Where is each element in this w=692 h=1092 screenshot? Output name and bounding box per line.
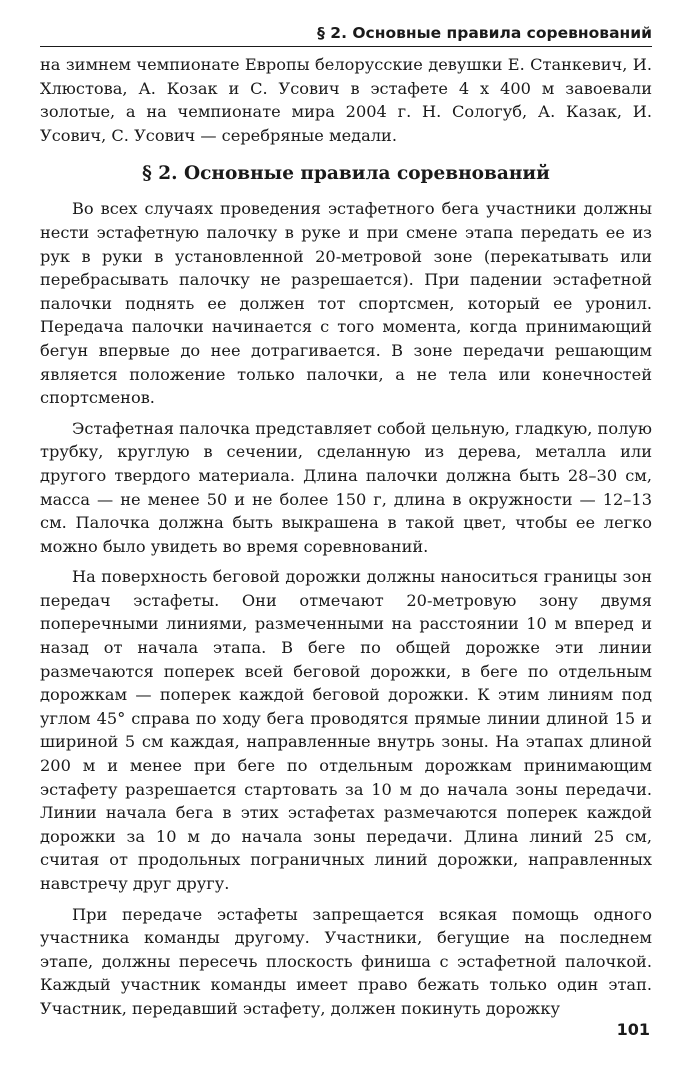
opening-paragraph: на зимнем чемпионате Европы белорусские девушки Е. Станкевич, И. Хлюстова, А. Козак и С. Усович в эстафете 4 х 400 м завоевали золотые, а на чемпионате мира 2004 г. Н. Сологуб, А. Казак, И. Усович, С. Усович — серебряные медали.: [40, 55, 652, 145]
paragraph: На поверхность беговой дорожки должны наноситься границы зон передач эстафеты. Они отмечают 20-метровую зону двумя поперечными линиями, размеченными на расстоянии 10 м вперед и назад от начала этапа. В беге по общей дорожке эти линии размечаются поперек всей беговой дорожки, в беге по отдельным дорожкам — поперек каждой беговой дорожки. К этим линиям под углом 45° справа по ходу бега проводятся прямые линии длиной 15 и шириной 5 см каждая, направленные внутрь зоны. На этапах длиной 200 м и менее при беге по отдельным дорожкам принимающим эстафету разрешается стартовать за 10 м до начала зоны передачи. Линии начала бега в этих эстафетах размечаются поперек каждой дорожки за 10 м до начала зоны передачи. Длина линий 25 см, считая от продольных пограничных линий дорожки, направленных навстречу друг другу.: [40, 567, 652, 893]
book-page: [40, 22, 652, 1028]
paragraph: Эстафетная палочка представляет собой цельную, гладкую, полую трубку, круглую в сечении, сделанную из дерева, металла или другого твердого материала. Длина палочки должна быть 28–30 см, масса — не менее 50 и не более 150 г, длина в окружности — 12–13 см. Палочка должна быть выкрашена в такой цвет, чтобы ее легко можно было увидеть во время соревнований.: [40, 418, 652, 556]
paragraph: Во всех случаях проведения эстафетного бега участники должны нести эстафетную палочку в руке и при смене этапа передать ее из рук в руки в установленной 20-метровой зоне (перекатывать или перебрасывать палочку не разрешается). При падении эстафетной палочки поднять ее должен тот спортсмен, который ее уронил. Передача палочки начинается с того момента, когда принимающий бегун впервые до нее дотрагивается. В зоне передачи решающим является положение только палочки, а не тела или конечностей спортсменов.: [40, 199, 652, 408]
section-heading: § 2. Основные правила соревнований: [142, 163, 550, 185]
page-number: 101: [616, 1020, 650, 1039]
running-head: § 2. Основные правила соревнований: [317, 24, 652, 42]
paragraph: При передаче эстафеты запрещается всякая помощь одного участника команды другому. Участники, бегущие на последнем этапе, должны пересечь плоскость финиша с эстафетной палочкой. Каждый участник команды имеет право бежать только один этап. Участник, передавший эстафету, должен покинуть дорожку: [40, 904, 652, 1018]
body-text: [40, 53, 652, 1021]
header-rule: [40, 46, 652, 47]
